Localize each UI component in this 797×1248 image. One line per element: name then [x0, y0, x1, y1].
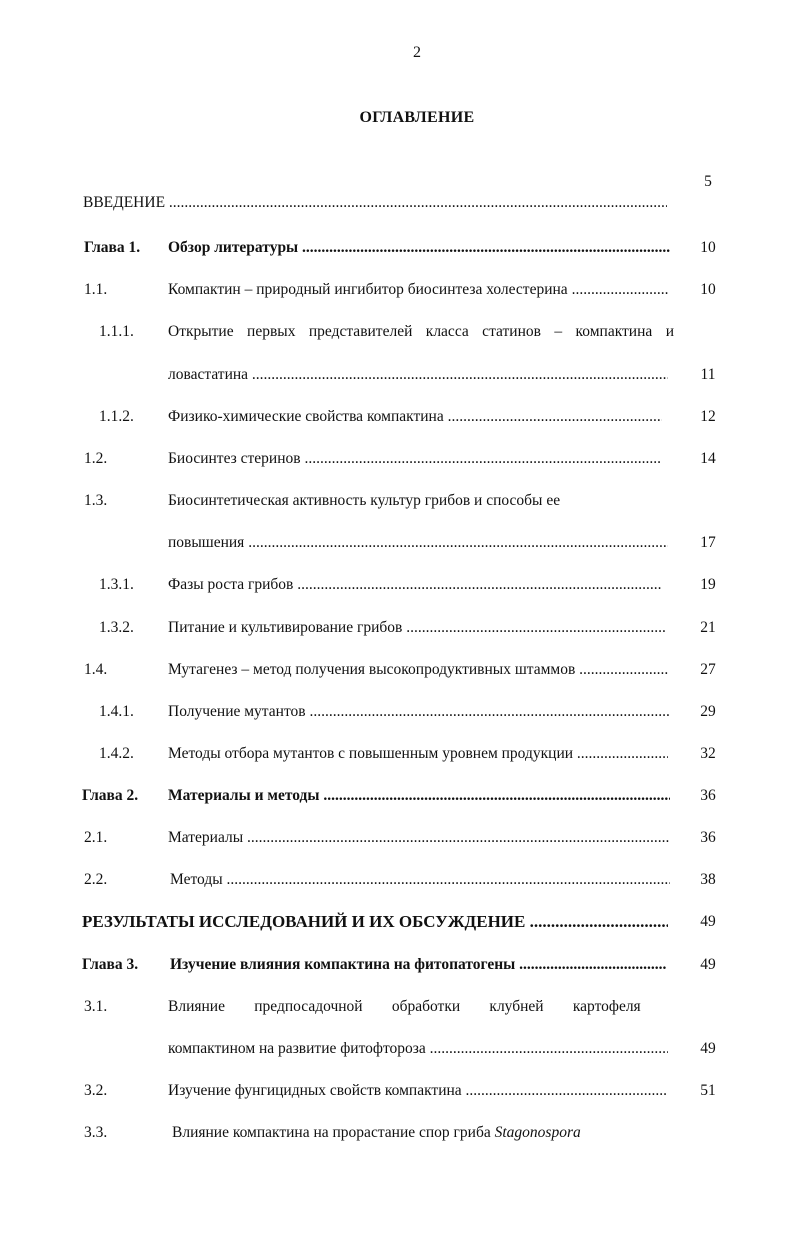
toc-word: клубней — [489, 998, 544, 1015]
toc-word: картофеля — [572, 998, 641, 1015]
toc-entry-text: Физико-химические свойства компактина ..... — [168, 405, 662, 429]
toc-entry-text — [172, 1121, 581, 1145]
toc-page-number: 29 — [700, 703, 716, 720]
toc-entry-text-line2: ловастатина ..... — [168, 363, 668, 387]
toc-entry-1-1-2 — [0, 405, 797, 429]
toc-page-number: 49 — [700, 956, 716, 973]
toc-entry-number: 1.3.2. — [99, 619, 134, 636]
toc-entry-1-1 — [0, 278, 797, 302]
toc-entry-number: 1.1. — [84, 281, 108, 298]
toc-entry-text: Биосинтез стеринов ..... — [168, 447, 660, 471]
toc-entry-text: Изучение влияния компактина на фитопатогены ..... — [170, 953, 666, 977]
toc-entry-1-3-2 — [0, 616, 797, 640]
toc-entry-number: 3.3. — [84, 1124, 108, 1141]
toc-page-number: 27 — [700, 661, 716, 678]
toc-entry-text: Фазы роста грибов ..... — [168, 573, 662, 597]
toc-entry-1-1-1 — [0, 320, 797, 344]
toc-word: предпосадочной — [254, 998, 363, 1015]
toc-page-number: 14 — [700, 450, 716, 467]
toc-word: Влияние — [168, 998, 225, 1015]
toc-entry-3-2 — [0, 1079, 797, 1103]
toc-entry-1-4 — [0, 658, 797, 682]
toc-entry-number: Глава 2. — [82, 787, 139, 804]
toc-page-number: 10 — [700, 239, 716, 256]
toc-entry-chapter-2 — [0, 784, 797, 808]
toc-entry-number: 1.2. — [84, 450, 108, 467]
toc-entry-1-3-continued — [0, 531, 797, 555]
toc-entry-text: Материалы ..... — [168, 826, 670, 850]
toc-entry-3-1 — [0, 995, 797, 1019]
toc-entry-text-line2: компактином на развитие фитофтороза ..... — [168, 1037, 668, 1061]
toc-page-number: 12 — [700, 408, 716, 425]
page-title: ОГЛАВЛЕНИЕ — [359, 109, 475, 126]
toc-page-number: 5 — [704, 173, 712, 190]
toc-entry-text-line2: повышения ..... — [168, 531, 668, 555]
toc-entry-number: 1.1.2. — [99, 408, 134, 425]
toc-page-number: 10 — [700, 281, 716, 298]
toc-entry-number: 2.1. — [84, 829, 108, 846]
toc-page-number: 49 — [700, 913, 716, 930]
toc-entry-number: 1.4. — [84, 661, 108, 678]
toc-page-number: 49 — [700, 1040, 716, 1057]
toc-entry-number: 3.1. — [84, 998, 108, 1015]
toc-entry-1-1-1-continued — [0, 363, 797, 387]
toc-entry-text: Методы ..... — [170, 868, 670, 892]
toc-entry-2-1 — [0, 826, 797, 850]
toc-entry-number: 1.4.2. — [99, 745, 134, 762]
toc-entry-text: Методы отбора мутантов с повышенным уровнем продукции ..... — [168, 742, 668, 766]
toc-entry-chapter-3 — [0, 953, 797, 977]
toc-entry-3-3 — [0, 1121, 797, 1145]
toc-page-number: 11 — [700, 366, 716, 383]
toc-entry-text: Питание и культивирование грибов ..... — [168, 616, 666, 640]
toc-page-number: 38 — [700, 871, 716, 888]
toc-entry-number: 1.1.1. — [99, 323, 134, 340]
toc-entry-1-2 — [0, 447, 797, 471]
toc-entry-number: 3.2. — [84, 1082, 108, 1099]
toc-entry-text-line1 — [168, 995, 670, 1019]
toc-entry-number: 1.3. — [84, 492, 108, 509]
toc-entry-intro — [0, 191, 797, 215]
toc-page-number: 21 — [700, 619, 716, 636]
toc-entry-text-line1: Биосинтетическая активность культур грибов и способы ее — [168, 492, 561, 509]
toc-entry-number: Глава 3. — [82, 956, 139, 973]
toc-entry-text: Материалы и методы ..... — [168, 784, 670, 808]
toc-page-number: 51 — [700, 1082, 716, 1099]
toc-entry-1-3 — [0, 489, 797, 513]
page-number: 2 — [413, 44, 421, 61]
toc-entry-text-line1: Открытие первых представителей класса статинов – компактина и — [168, 323, 674, 340]
toc-entry-chapter-1 — [0, 236, 797, 260]
toc-entry-text: РЕЗУЛЬТАТЫ ИССЛЕДОВАНИЙ И ИХ ОБСУЖДЕНИЕ ..... — [82, 910, 668, 934]
toc-entry-1-3-1 — [0, 573, 797, 597]
toc-entry-1-4-1 — [0, 700, 797, 724]
toc-entry-text: Изучение фунгицидных свойств компактина ..... — [168, 1079, 668, 1103]
toc-entry-text-italic: Stagonospora — [494, 1124, 581, 1141]
toc-page-number: 32 — [700, 745, 716, 762]
toc-word: обработки — [391, 998, 461, 1015]
toc-entry-2-2 — [0, 868, 797, 892]
toc-entry-number: 2.2. — [84, 871, 108, 888]
toc-entry-results — [0, 910, 797, 934]
toc-page-number: 19 — [700, 576, 716, 593]
toc-page-number: 36 — [700, 829, 716, 846]
toc-entry-text: Компактин – природный ингибитор биосинтеза холестерина ..... — [168, 278, 668, 302]
toc-entry-number: 1.4.1. — [99, 703, 134, 720]
toc-entry-text: Обзор литературы ..... — [168, 236, 670, 260]
toc-entry-1-4-2 — [0, 742, 797, 766]
toc-entry-number: 1.3.1. — [99, 576, 134, 593]
toc-entry-text: Получение мутантов ..... — [168, 700, 670, 724]
toc-entry-3-1-continued — [0, 1037, 797, 1061]
toc-entry-text: Мутагенез – метод получения высокопродуктивных штаммов ..... — [168, 658, 668, 682]
toc-page-number: 17 — [700, 534, 716, 551]
toc-page-number: 36 — [700, 787, 716, 804]
toc-entry-number: Глава 1. — [84, 239, 141, 256]
toc-entry-text: ВВЕДЕНИЕ ..... — [83, 191, 667, 215]
toc-entry-text-main: Влияние компактина на прорастание спор гриба — [172, 1124, 491, 1141]
